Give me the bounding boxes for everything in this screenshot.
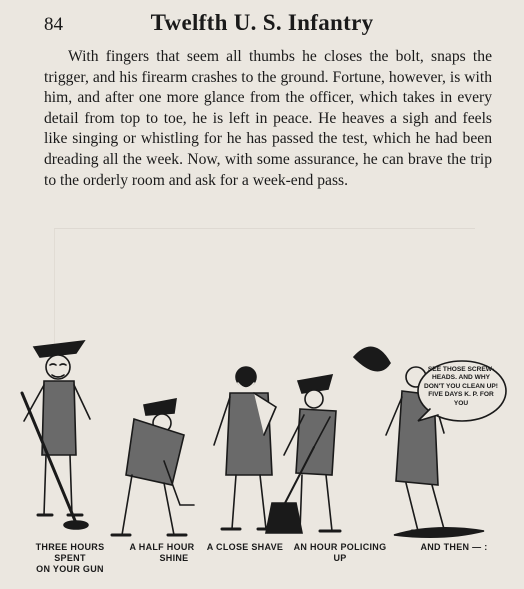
figure-shoe-shine: [112, 399, 194, 535]
figure-shaving: [214, 367, 276, 529]
caption-shine: A HALF HOUR SHINE: [129, 542, 195, 563]
speech-bubble-text: SEE THOSE SCREW-HEADS. AND WHY DON'T YOU CLEAN UP! FIVE DAYS K. P. FOR YOU: [424, 366, 498, 407]
figure-sweeping: [266, 375, 340, 533]
caption-gun: THREE HOURS SPENT ON YOUR GUN: [35, 542, 105, 574]
caption-shave: A CLOSE SHAVE: [206, 542, 284, 552]
running-head-title: Twelfth U. S. Infantry: [150, 10, 374, 35]
page-number: 84: [44, 14, 63, 35]
caption-policing: AN HOUR POLICING UP: [293, 542, 387, 563]
caption-and-then: AND THEN — :: [420, 542, 488, 552]
body-paragraph: With fingers that seem all thumbs he closes the bolt, snaps the trigger, and his firearm crashes to the ground. Fortune, however, is with him, and after one more glance from the officer, which takes in every detail from top to toe, he is left in peace. He heaves a sigh and feels like singing or whistling for he has passed the test, which he had been dreading all the week. Now, with some assurance, he can brave the trip to the orderly room and ask for a week-end pass.: [44, 48, 492, 189]
figure-gun-cleaning: [22, 341, 90, 529]
